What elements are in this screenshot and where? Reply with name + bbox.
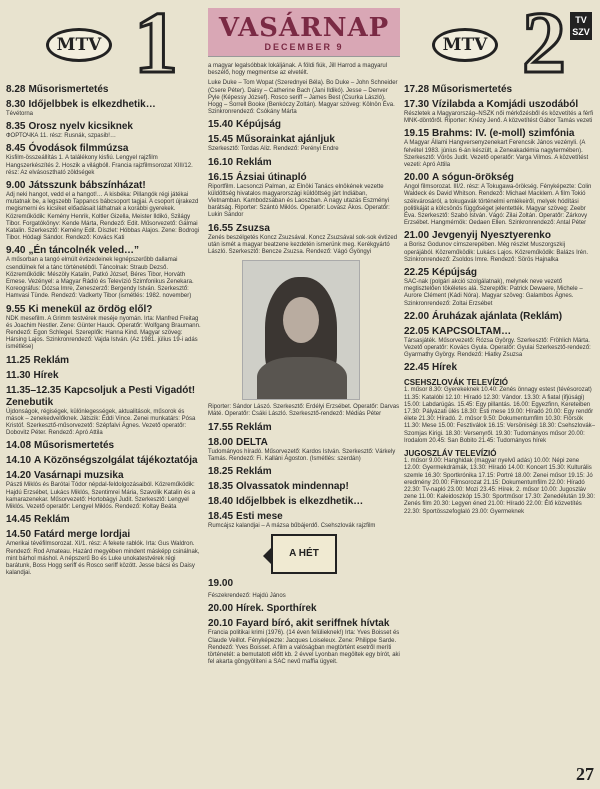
programme-title: „Én táncolnék veled…”	[28, 245, 140, 257]
programme-time: 22.45	[404, 362, 430, 374]
programme-entry	[208, 134, 400, 153]
programme-time: 8.45	[6, 143, 26, 155]
programme-time: 14.50	[6, 529, 32, 541]
programme-time: 14.08	[6, 440, 32, 452]
a-het-logo: A HÉT	[271, 534, 337, 574]
programme-entry	[404, 230, 596, 264]
programme-heading	[6, 470, 202, 482]
programme-time: 20.00	[404, 172, 430, 184]
programme-details: Pászti Miklós és Barótai Tódor népdal-feldolgozásaiból. Közreműködik: Hajdú Erzsébet, Lukács Miklós, Szentimrei Mária, Szavolik Katalin és a kamarazenekar. Műsorvezető: Hortobágyi Judit. Szerkesztő: Lengyel Miklós. Vezető operatőr: Lengyel Miklós. Rendező: Koltay Beáta	[6, 482, 196, 511]
foreign-tv-listings	[404, 378, 596, 515]
programme-entry	[404, 128, 596, 169]
day-header	[208, 8, 400, 57]
programme-title: DELTA	[236, 436, 268, 448]
programme-time: 19.00	[208, 578, 234, 590]
programme-details: SAC-nak (polgári akció szolgálatnak), melynek neve vezető megtisztelően tökéletes alá. Szereplők: Patrick Dewaere, Michele – Aurore Clément (Kádi Nóra). Magyar szöveg: Galambos Ágnes. Szinkronrendező: Zoltai Erzsébet	[404, 279, 583, 307]
programme-title: Orosz nyelv kicsiknek	[28, 121, 133, 133]
programme-entry	[208, 172, 400, 220]
programme-entry	[208, 223, 400, 257]
programme-heading	[404, 172, 596, 184]
programme-time: 20.10	[208, 618, 234, 630]
programme-details: a Borisz Godunov címszerepében. Még részlet Muszorgszkij operájából. Közreműködik: Lukács Lajos. Közreműködik: Balázs Irén. Szinkronrendező: Zsoldos Imre. Rendező: Sörös Hajnalka	[404, 242, 589, 263]
programme-entry	[208, 157, 400, 169]
programme-entry	[208, 496, 400, 508]
portrait-photo	[242, 260, 360, 400]
programme-time: 22.05	[404, 325, 430, 337]
programme-time: 19.15	[404, 128, 430, 140]
programme-details: Riporter: Sándor Lászó. Szerkesztő: Erdélyi Erzsébet. Operatőr: Darvas Máté. Operatőr: Csáki László. Szerkesztő-rendező: Médiás Péter	[208, 404, 400, 418]
programme-entry	[6, 370, 202, 382]
programme-heading	[208, 437, 400, 449]
programme-time: 17.28	[404, 84, 430, 95]
programme-title: Esti mese	[236, 511, 283, 523]
programme-entry	[6, 143, 202, 177]
programme-details: Adj neki hangot, vedd el a hangot!… A kisbéka: Pillangók régi játékai mutatnak be, a legszebb Tappancs bábcsoport tagjai. A csoport újrakezd megismerni és kicsiket előadásait láthatnak a korábbi gyerekek. Közreműködik: Kemény Henrik, Koltler Gizella, Meister Ildikó, Szilágy Tibor. Forgatókönyv: Kende Márta, Rendező: Edit. Műsorvezető: Gálmai Katalin. Szerkesztő: Kemény Edit. Díszlet: Hóbbas Alajos. Zene: Bodrogi Tibor. Hódagi Sándor. Rendező: Kovács Kati	[6, 192, 200, 242]
programme-title: A sógun-örökség	[432, 172, 514, 184]
programme-heading	[208, 157, 400, 169]
programme-heading	[6, 514, 202, 526]
programme-heading	[6, 355, 202, 367]
programme-time: 11.30	[6, 369, 31, 381]
channel-number: 1	[134, 8, 178, 92]
programme-heading	[6, 304, 202, 316]
programme-title: Áruházak ajánlata (Reklám)	[432, 310, 563, 322]
programme-time: 9.55	[6, 303, 26, 315]
programme-time: 21.00	[404, 230, 430, 242]
programme-entry	[6, 385, 202, 438]
programme-time: 8.30	[6, 99, 26, 110]
programme-heading	[208, 466, 400, 478]
programme-details: Zenés beszélgetés Koncz Zsuzsával. Koncz Zsuzsával sok-sok évtized után ismét a magyar beatzene kezdetén ismerünk meg. Kerékgyártó László. Szerkesztő: Bencze Zsuzsa. Rendező: Vágó Gyöngyi	[208, 234, 398, 256]
programme-details: Francia politikai krimi (1976). (14 éven felülieknek!) Irta: Yves Boisset és Claude Veillot. Fényképezte: Jacques Loiseleux. Zene: Philippe Sarde. Rendező: Yves Boisset. A film a valóságban megtörtént esetről meríti történetét: a bemutatott előtt kb. 2 évvel Lyonban megöltek egy bírót, aki fel akarta göngyölíteni a SAC nevű maffia ügyeit.	[208, 630, 400, 666]
programme-time: 17.30	[404, 99, 430, 110]
mtv1-programme-list	[6, 84, 202, 577]
page-number: 27	[576, 764, 594, 784]
programme-time: 18.45	[208, 511, 234, 523]
mtv-oval-logo: MTV	[46, 28, 112, 62]
programme-heading	[6, 245, 202, 257]
programme-time: 15.45	[208, 134, 234, 146]
programme-entry	[208, 511, 400, 530]
sunday-programme-list-2	[208, 404, 400, 530]
programme-title: Fayard bíró, akit seriffnek hívtak	[236, 618, 390, 630]
photo-face	[283, 297, 319, 343]
programme-details: ФОРТОЧКА 11. rész: Rusnák, szpasib!…	[6, 133, 116, 140]
programme-entry	[208, 119, 400, 131]
programme-entry	[208, 404, 400, 418]
programme-entry	[208, 593, 400, 600]
programme-time: 14.20	[6, 470, 32, 482]
programme-heading	[208, 422, 400, 434]
programme-heading	[208, 603, 400, 615]
programme-title: Reklám	[236, 466, 272, 478]
foreign-tv-heading: CSEHSZLOVÁK TELEVÍZIÓ	[404, 378, 509, 388]
programme-heading	[6, 370, 202, 382]
programme-entry	[404, 267, 596, 308]
programme-entry	[6, 514, 202, 526]
foreign-tv-heading: JUGOSZLÁV TELEVÍZIÓ	[404, 449, 497, 459]
programme-entry	[404, 172, 596, 227]
sunday-programme-list	[208, 80, 400, 256]
programme-time: 14.10	[6, 455, 32, 467]
programme-title: Műsorismertetés	[432, 84, 513, 95]
date-label: DECEMBER 9	[264, 42, 344, 52]
foreign-tv-schedule: 1. műsor 8.30: Gyerekeknek 10.40: Zenés önnagy estest (tévésorozat) 11.35: Katalóbi 12.10: Híradó 12.30: Vándor. 13.30: A fiatal (ifjúsági) 15.00: Labdarúgás. 15.45: Egy pillantás. 16.00: Egyezfinn, Kereteiben 17.30: Pályázati ülés 18.30: Esti mese 19.00: Híradó 20.00: Egy rendőr élete 21.30: Híradó. 2. műsor 9.50: Dokumentumfilm 10.30: Flörsök 11.30: Mese 15.00: Fesztiválok 16.15: Versöniségi 18.30: Csehszlovák–Szomjas Kirigi. 18.30: Versenyről. 19.30: Tudományos műsor 20.00: Irodalom 20.45: San Bobito 21.45: Tudományos hírek	[404, 387, 596, 444]
programme-heading	[404, 311, 596, 323]
programme-heading	[404, 230, 596, 242]
programme-heading	[404, 362, 596, 374]
programme-heading	[404, 326, 596, 338]
programme-details: Fészekrendező: Hajdú János	[208, 593, 286, 600]
programme-details: Angol filmsorozat. III/2. rész: A Tokugawa-örökség. Fényképezte: Colin Waldeck és David Whitson. Rendező: Michael Macklem. A film Tokió székvárosáról, a tokugavák történelmi emlékeiről, melyek hódítási politikáját a kölcsönös függőséget jelentették. Magyar szöveg: Zeebr Éva. Szerkesztő: Szabó István. Vágó: Zilai Zoltán. Operatőr: Zárkovy Erzsébet. Hangmérnök: Oedaen Ellen. Szinkronrendező: Antal Péter	[404, 184, 592, 227]
foreign-tv-schedule: 1. műsor 9.00: Hanghidak (magyar nyelvű adás) 10.00: Népi zene 12.00: Gyermekdrámák, 13.30: Híradó 14.00: Koncert 15.30: Kulturális szemle 16.30: Sportkrónika 17.15: Portré 18.00: Zenei műsor 19.15: Jó eredmény 20.00: Filmsorozat 21.15: Dokumentumfilm 22.00: Híradó 22.30: Tv-napló 23.00: Mozi 23.45: Hírek. 2. műsor 10.00: Jugoszláv zene 11.00: Kaleidoszkóp 15.30: Sportműsor 17.30: Zenedélután 19.30: Zenés film 20.30: Legyen éned 21.00: Híradó 22.00: Élő közvetítés 22.30: Sportösszefoglaló 23.00: Gyermeknek	[404, 458, 596, 515]
programme-entry	[404, 326, 596, 360]
programme-time: 16.10	[208, 156, 234, 168]
programme-title: Játsszunk bábszínházat!	[28, 180, 146, 192]
mtv2-column	[404, 8, 596, 783]
programme-title: Reklám	[236, 421, 272, 433]
programme-title: Időjelbbek is elkezdhetik…	[236, 496, 364, 508]
programme-title: Hírek. Sporthírek	[236, 603, 317, 615]
programme-title: Jevgenyij Nyesztyerenko	[432, 230, 551, 242]
programme-entry	[404, 84, 596, 96]
programme-title: Brahms: IV. (e-moll) szimfónia	[432, 128, 575, 140]
programme-time: 22.25	[404, 267, 430, 279]
programme-heading	[404, 128, 596, 140]
programme-entry	[6, 355, 202, 367]
programme-title: Vasárnapi muzsika	[34, 470, 124, 482]
programme-title: Hírek	[432, 362, 458, 374]
programme-details: Tudományos híradó. Műsorvezető: Kardos István. Szerkesztő: Várkely Tamás. Rendező: Fi. Kalláni Ágoston. (Ismétlés: szerdán)	[208, 448, 396, 462]
programme-title: Képújság	[236, 119, 282, 131]
programme-time: 20.00	[208, 603, 234, 615]
programme-title: Óvodások filmmúzsa	[28, 143, 129, 155]
programme-time: 18.40	[208, 496, 234, 508]
programme-entry	[208, 466, 400, 478]
programme-title: Zsuzsa	[236, 222, 270, 234]
programme-entry	[208, 578, 400, 590]
programme-title: A Közönségszolgálat tájékoztatója	[34, 455, 198, 467]
programme-details: A műsorban a tangó elmúlt évtizedeinek legnépszerűbb dallamai csendülnek fel a tánc történetéből. Táncolnak: Straub Dezső. Közreműködik: Mészöly Katalin, Patkó József, Béres Tibor, Horváth Emese. Vezényel: a Magyar Rádió és Televízió Szimfonikus Zenekara. Koreográfus: Dózsa Imre, Zeneszerző: Bergendy István. Szerkesztő: Hamvasi Tünde. Rendező: Vadkerty Tibor (ismétlés: 1982. november)	[6, 257, 194, 300]
programme-details: Luke Duke – Tom Wopat (Szerednyei Béla). Bo Duke – John Schneider (Csere Péter). Daisy – Catherine Bach (Jani Ildikó). Jesse – Denver Pyle (Képessy József). Rosco seriff – James Best (Csurka László). Hogg – Sorrell Booke (Benkóczy Zoltán). Magyar szöveg: Kölnön Éva. Szinkronrendező: Csókány Márta	[208, 80, 398, 116]
programme-details: NDK mesefilm. A Grimm testvérek meséje nyomán. Irta: Manfred Freitag és Joachim Nestler. Zene: Günter Hauck. Operatőr: Wolfgang Braumann. Rendező: Egon Schlegel. Szereplők: Hanna Kind. Magyar szöveg: Hársing Lajos. Szinkronrendező: Vajda István. (Az 1981. július 19-i adás ismétlése)	[6, 315, 201, 351]
mtv-oval-logo: MTV	[432, 28, 498, 62]
programme-heading	[208, 481, 400, 493]
programme-entry	[6, 440, 202, 452]
programme-details: A Magyar Állami Hangversenyzenekart Ferencsik János vezényli. (A felvétel 1983. június 6-án készült, a Zeneakadémia nagytermében). Szerkesztő: Vörös Judit. Vezető operatőr: Varga Vilmos. A közvetítést vezeti: Apró Attila	[404, 140, 589, 169]
programme-entry	[6, 121, 202, 140]
programme-time: 8.28	[6, 84, 26, 95]
programme-heading	[208, 618, 400, 630]
programme-title: Műsorismertetés	[28, 84, 109, 95]
programme-time: 9.40	[6, 245, 26, 257]
programme-title: KAPCSOLTAM…	[432, 325, 512, 337]
programme-time: 8.35	[6, 121, 26, 133]
programme-title: Műsorainkat ajánljuk	[236, 134, 335, 146]
programme-entry	[208, 80, 400, 116]
programme-time: 18.25	[208, 466, 234, 478]
programme-title: Időjelbbek is elkezdhetik…	[28, 99, 156, 110]
programme-heading	[404, 267, 596, 279]
programme-title: Fatárd merge lordjai	[34, 529, 131, 541]
programme-time: 9.00	[6, 180, 26, 192]
programme-entry	[6, 99, 202, 118]
programme-time: 14.45	[6, 514, 32, 526]
mtv1-column	[6, 8, 202, 783]
programme-heading	[208, 223, 400, 235]
programme-heading	[208, 119, 400, 131]
continued-intro: a magyar legalsóbbak lokáljának. A földi fiúk, Jill Harrod a magyarul beszélő, hogy megmentse az elvetélt.	[208, 63, 388, 77]
programme-entry	[404, 99, 596, 125]
day-title: VASÁRNAP	[218, 13, 390, 43]
programme-time: 22.00	[404, 310, 430, 322]
programme-time: 11.25	[6, 354, 31, 366]
programme-time: 16.15	[208, 171, 234, 183]
mtv2-programme-list	[404, 84, 596, 374]
programme-time: 16.55	[208, 222, 234, 234]
programme-entry	[208, 603, 400, 615]
programme-details: Riportfilm. Lacsonczi Palman, az Elnöki Tanács elnökének vezette küldöttség hivatalos magyarországi küldöttség járt Indiában, Vietnamban. Kambodzsában és Laoszban. A nagy utazás Eszményi barátság. Riporter: Szántó Miklós. Operatőr: Lovász Ákos. Operatőr: Lukin Sándor	[208, 183, 390, 219]
programme-details: Részletek a Magyarország–NSZK női mérkőzésből és közvetítés a férfi MNK-döntőről. Riporter: Knézy Jenő. A közvetítést Gábor Tamás vezeti	[404, 111, 594, 125]
programme-heading	[6, 455, 202, 467]
programme-title: Reklám	[33, 354, 70, 366]
programme-heading	[208, 578, 400, 590]
programme-heading	[6, 121, 202, 133]
programme-details: Rumcájsz kalandjai – A mázsa bűbájerdő. Csehszlovák rajzfilm	[208, 523, 376, 530]
programme-title: Olvassatok mindennap!	[236, 481, 349, 493]
programme-entry	[208, 437, 400, 463]
programme-heading	[6, 99, 202, 111]
programme-heading	[6, 180, 202, 192]
programme-heading	[208, 496, 400, 508]
programme-heading	[6, 385, 202, 409]
photo-shoulder	[257, 357, 347, 400]
sunday-programme-list-3	[208, 578, 400, 666]
programme-title: Ki menekül az ördög elől?	[28, 303, 153, 315]
programme-entry	[6, 245, 202, 300]
programme-entry	[208, 618, 400, 666]
programme-title: Kapcsoljuk a Pesti Vigadót! Zenebutik	[6, 384, 196, 408]
programme-title: Reklám	[236, 156, 272, 168]
channel-number: 2	[522, 8, 566, 92]
programme-heading	[6, 529, 202, 541]
programme-heading	[6, 143, 202, 155]
programme-entry	[6, 180, 202, 242]
tv-szv-badge: TV SZV	[570, 12, 592, 40]
programme-time: 18.00	[208, 436, 234, 448]
programme-entry	[6, 529, 202, 577]
programme-details: Társasjáték. Műsorvezető: Rózsa György. Szerkesztő: Fröhlich Márta. Vezető operatőr: Kovács Gyula. Operatőr: Gyulai Szerkesztő-rendező: Gyarmathy György. Rendező: Hiatky Zsuzsa	[404, 337, 591, 359]
programme-title: Képújság	[432, 267, 478, 279]
programme-heading	[208, 134, 400, 146]
programme-heading	[6, 440, 202, 452]
programme-title: Hírek	[33, 369, 59, 381]
programme-title: Reklám	[34, 514, 70, 526]
sunday-column	[208, 8, 400, 783]
programme-time: 17.55	[208, 421, 234, 433]
programme-details: Tévétorna	[6, 111, 34, 117]
programme-details: Amerikai tévéfilmsorozat. XI/1. rész: A fekete rablók. Irta: Gus Waldron. Rendező: Rod Amateau. Hazárd megyében mindent másképp csinálnak, mint bárhol máshol. A népszerű Bo és Luke unokatestvérek régi barátunk, Boss Hogg seriff és Rosco seriff között. Jesse bácsi és Daisy kalandjai.	[6, 541, 200, 577]
programme-title: Vízilabda a Komjádi uszodából	[432, 99, 579, 110]
programme-time: 15.40	[208, 119, 234, 131]
programme-entry	[208, 422, 400, 434]
programme-entry	[208, 481, 400, 493]
programme-details: Szerkesztő: Tordas Aliz. Rendező: Perényi Endre	[208, 146, 339, 153]
programme-entry	[6, 304, 202, 352]
programme-heading	[404, 99, 596, 111]
programme-title: Műsorismertetés	[34, 440, 115, 452]
programme-time: 11.35–12.35	[6, 384, 62, 396]
programme-details: Kisfilm-összeállítás 1. A találékony kisfiú. Lengyel rajzfilm Hangszerkészítés 2. Hoszik a világbóll. Francia rajzfilmsorozat XIII/12. rész: Az elvásosztható zöldségek	[6, 155, 193, 176]
programme-heading	[404, 84, 596, 96]
programme-time: 18.35	[208, 481, 234, 493]
programme-details: Újdonságok, régiségek, különlegességek, aktualitások, műsorok és mások – zenekedvelőknek. Játszik: Éddi Vince. Zenei munkatárs: Pósa Kristóf. Szerkesztő-műsorvezető: Szépfalvi Ágnes. Vezető operatőr: Dobovitz Péter. Rendező: Apró Attila	[6, 408, 196, 437]
programme-entry	[6, 470, 202, 511]
programme-entry	[404, 311, 596, 323]
programme-title: Ázsiai útinapló	[236, 171, 307, 183]
programme-heading	[208, 511, 400, 523]
programme-heading	[208, 172, 400, 184]
programme-entry	[6, 455, 202, 467]
programme-entry	[404, 362, 596, 374]
